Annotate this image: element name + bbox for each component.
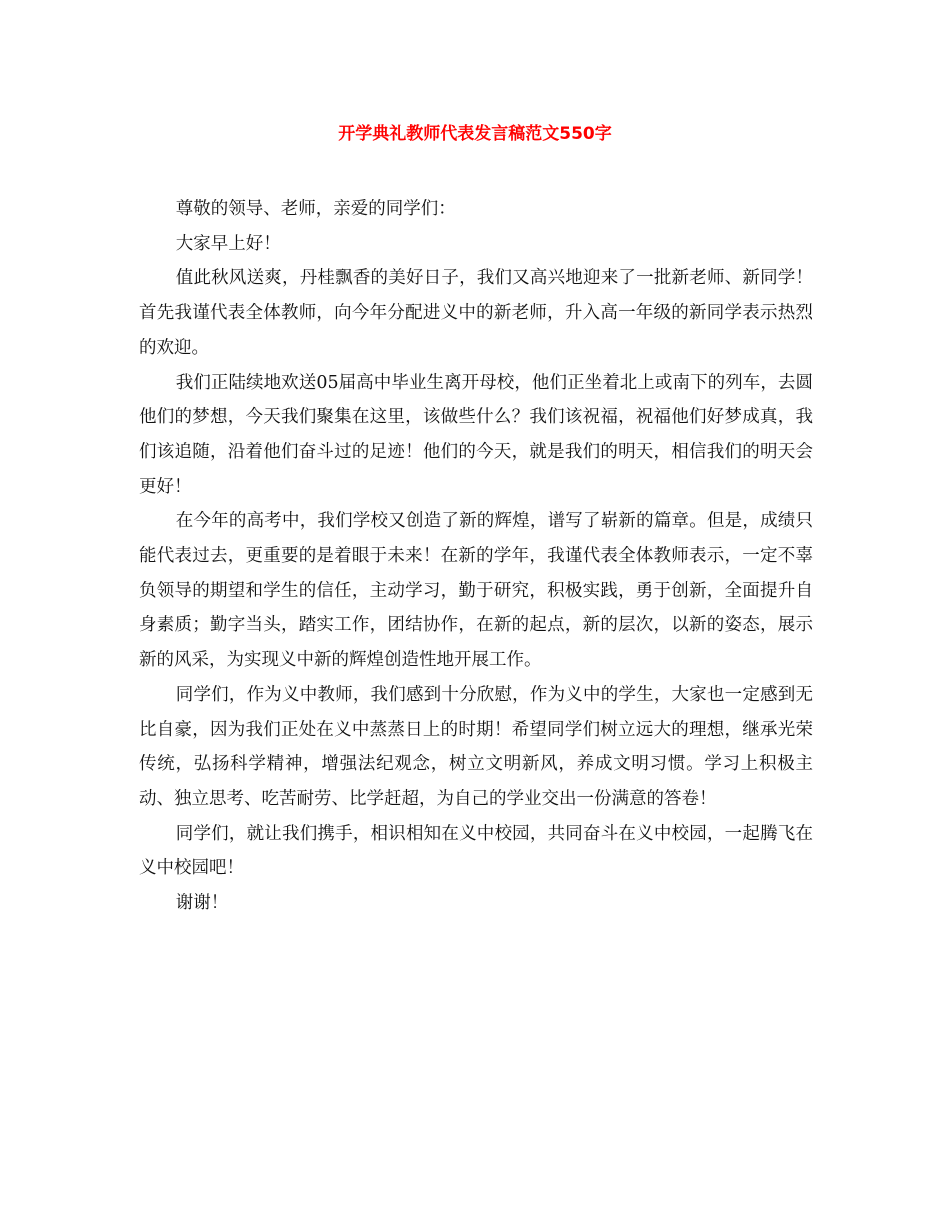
achievement-paragraph: 在今年的高考中，我们学校又创造了新的辉煌，谱写了崭新的篇章。但是，成绩只能代表过去，更重要的是着眼于未来！在新的学年，我谨代表全体教师表示，一定不辜负领导的期望和学生的信任，主动学习，勤于研究，积极实践，勇于创新，全面提升自身素质；勤字当头，踏实工作，团结协作，在新的起点，新的层次，以新的姿态，展示新的风采，为实现义中新的辉煌创造性地开展工作。: [139, 511, 813, 671]
salutation-paragraph: 尊敬的领导、老师，亲爱的同学们：: [175, 199, 456, 219]
document-title: 开学典礼教师代表发言稿范文550字: [338, 124, 612, 144]
students-paragraph: 同学们，作为义中教师，我们感到十分欣慰，作为义中的学生，大家也一定感到无比自豪，因为我们正处在义中蒸蒸日上的时期！希望同学们树立远大的理想，继承光荣传统，弘扬科学精神，增强法纪观念，树立文明新风，养成文明习惯。学习上积极主动、独立思考、吃苦耐劳、比学赶超，为自己的学业交出一份满意的答卷！: [139, 684, 813, 809]
document-body: [139, 192, 813, 921]
greeting-paragraph: 大家早上好！: [175, 233, 281, 254]
welcome-paragraph: 值此秋风送爽，丹桂飘香的美好日子，我们又高兴地迎来了一批新老师、新同学！首先我谨代表全体教师，向今年分配进义中的新老师，升入高一年级的新同学表示热烈的欢迎。: [139, 268, 813, 358]
closing-paragraph: 同学们，就让我们携手，相识相知在义中校园，共同奋斗在义中校园，一起腾飞在义中校园吧！: [139, 823, 813, 879]
thanks-paragraph: 谢谢！: [175, 893, 229, 914]
graduates-paragraph: 我们正陆续地欢送05届高中毕业生离开母校，他们正坐着北上或南下的列车，去圆他们的梦想，今天我们聚集在这里，该做些什么？我们该祝福，祝福他们好梦成真，我们该追随，沿着他们奋斗过的足迹！他们的今天，就是我们的明天，相信我们的明天会更好！: [139, 372, 813, 497]
